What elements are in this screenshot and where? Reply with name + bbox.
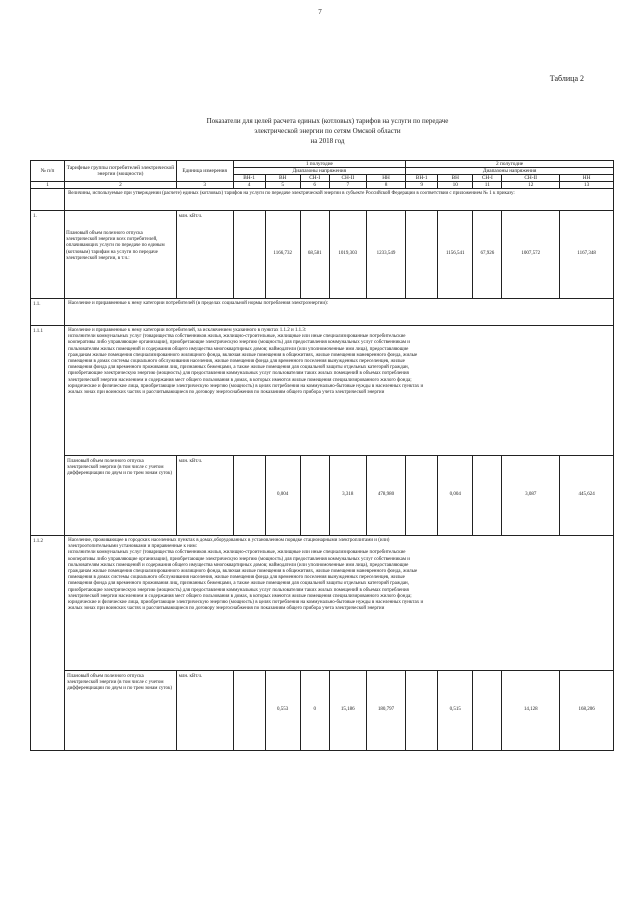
page-number: 7 — [318, 8, 322, 16]
row-1-label: Плановый объем полезного отпуска электрической энергии всех потребителей, оплачивающих услуги по передаче по единым (котловым) тарифам на услуги по передаче электрической энергии, в т.ч.: — [65, 211, 177, 299]
colnum-cell: 4 — [233, 182, 265, 189]
row-1-1-1-value: 3,318 — [329, 456, 366, 536]
text-line: гражданам жилые помещения специализированного жилищного фонда, включая жилые помещения в общежитиях, жилые помещения маневренного фонда, жилые — [68, 569, 418, 575]
row-1-value — [233, 211, 265, 299]
text-line: гражданам жилые помещения специализированного жилищного фонда, включая жилые помещения в общежитиях, жилые помещения маневренного фонда, жилые — [68, 352, 418, 358]
text-line: помещения фонда для временного проживания лиц, признанных беженцами, а также жилые помещения для социальной защиты отдельных категорий граждан, — [68, 581, 409, 587]
colnum-cell: 3 — [176, 182, 233, 189]
colnum-cell: 13 — [560, 182, 614, 189]
document-title — [150, 116, 505, 146]
row-1-1-1-unit: млн. кВт.ч. — [176, 456, 233, 536]
colnum-cell: 2 — [65, 182, 177, 189]
colnum-cell: 10 — [438, 182, 473, 189]
level-cell: СН-II — [329, 175, 366, 182]
text-line: Население, проживающее в городских населенных пунктах в домах,оборудованных в установленном порядке стационарными электроплитами и (или) — [68, 538, 390, 543]
header-unit: Единица измерения — [176, 161, 233, 182]
row-1-1-2-label: Плановый объем полезного отпуска электрической энергии (в том числе с учетом дифференциации по двум и по трем зонам суток) — [65, 671, 177, 751]
row-1-1-2-value: 0,553 — [265, 671, 300, 751]
row-1-1 — [31, 299, 614, 326]
text-line: приобретающие электрическую энергию (мощность) для предоставления коммунальных услуг пользователям таких жилых помещений в объемах потребления — [68, 587, 409, 593]
colnum-cell: 5 — [265, 182, 300, 189]
colnum-cell: 7 — [329, 182, 366, 189]
row-1-1-1-value: 0,004 — [265, 456, 300, 536]
row-1-1-2-description — [31, 536, 614, 671]
level-cell: НН — [366, 175, 405, 182]
row-1-1-1-value: 478,980 — [366, 456, 405, 536]
row-1-value: 67,926 — [473, 211, 502, 299]
row-1-1-num: 1.1. — [31, 299, 65, 326]
text-line: электроотопительными установками и приравненные к ним: — [68, 544, 198, 550]
text-line: исполнители коммунальных услуг (товарищества собственников жилья, жилищно-строительные, жилищные или иные специализированные потребительские — [68, 550, 406, 556]
row-1-1-2-value — [406, 671, 438, 751]
row-1-1-1-values — [31, 456, 614, 536]
header-num: № п/п — [31, 161, 65, 182]
intro-text: Величины, используемые при утверждении (расчете) единых (котловых) тарифов на услуги по передаче электрической энергии в субъекте Российской Федерации в соответствии с приложением № 1 к приказу: — [65, 189, 614, 211]
header-ranges-2: Диапазоны напряжения — [406, 168, 614, 175]
colnum-cell: 11 — [473, 182, 502, 189]
row-1-1-2-values — [31, 671, 614, 751]
row-1-1-2-value: 0 — [300, 671, 329, 751]
text-line: жилых зонах при воинских частях и рассчитывающиеся по договору энергоснабжения по показаниям общего прибора учета электрической энергии — [68, 390, 385, 396]
text-line: Население и приравненные к нему категории потребителей, за исключением указанного в пунктах 1.1.2 и 1.1.3: — [68, 328, 307, 333]
row-1-value: 1019,303 — [329, 211, 366, 299]
text-line: электрической энергии населением и содержания мест общего пользования в домах, в которых имеются жилые помещения специализированного жилого фонда; — [68, 593, 412, 599]
text-line: помещения в домах системы социального обслуживания населения, жилые помещения фонда для временного поселения вынужденных переселенцев, жилые — [68, 575, 405, 581]
title-line-3: на 2018 год — [310, 137, 345, 145]
row-1-1-2-text — [65, 536, 614, 671]
colnum-cell: 1 — [31, 182, 65, 189]
row-1-1-2-num: 1.1.2 — [31, 536, 65, 751]
text-line: помещения в домах системы социального обслуживания населения, жилые помещения фонда для временного поселения вынужденных переселенцев, жилые — [68, 359, 405, 365]
level-cell: ВН — [265, 175, 300, 182]
row-1-1-2-unit: млн. кВт.ч. — [176, 671, 233, 751]
text-line: кооперативы либо управляющие организации), приобретающие электрическую энергию (мощность) для предоставления коммунальных услуг собственникам и — [68, 556, 410, 562]
text-line: помещения фонда для временного проживания лиц, признанных беженцами, а также жилые помещения для социальной защиты отдельных категорий граждан, — [68, 365, 409, 371]
text-line: жилых зонах при воинских частях и рассчитывающиеся по договору энергоснабжения по показаниям общего прибора учета электрической энергии — [68, 606, 385, 612]
colnum-cell: 6 — [300, 182, 329, 189]
row-1-value — [406, 211, 438, 299]
row-1-1-1-text — [65, 326, 614, 456]
row-1-1-2-value: 14,128 — [502, 671, 560, 751]
row-1 — [31, 211, 614, 299]
header-half-2: 2 полугодие — [406, 161, 614, 168]
row-1-1-1-value — [233, 456, 265, 536]
row-1-1-1-value: 0,004 — [438, 456, 473, 536]
text-line: юридические и физические лица, приобретающие электрическую энергию (мощность) в целях потребления на коммунально-бытовые нужды в населенных пунктах и — [68, 383, 424, 389]
row-1-1-text: Население и приравненные к нему категории потребителей (в пределах социальной нормы потребления электроэнергии): — [65, 299, 614, 326]
title-line-2: электрической энергии по сетям Омской области — [254, 127, 401, 135]
row-1-1-2-value — [233, 671, 265, 751]
text-line: электрической энергии населением и содержания мест общего пользования в домах, в которых имеются жилые помещения специализированного жилого фонда; — [68, 377, 412, 383]
level-cell: ВН — [438, 175, 473, 182]
row-1-1-2-value: 15,186 — [329, 671, 366, 751]
row-1-value: 1166,732 — [265, 211, 300, 299]
tariff-table — [30, 160, 614, 751]
level-cell: СН-I — [473, 175, 502, 182]
row-1-value: 1156,541 — [438, 211, 473, 299]
header-row-1 — [31, 161, 614, 168]
row-1-unit: млн. кВт.ч. — [176, 211, 233, 299]
colnum-cell: 8 — [366, 182, 405, 189]
level-cell: ВН-1 — [233, 175, 265, 182]
title-line-1: Показатели для целей расчета единых (котловых) тарифов на услуги по передаче — [206, 117, 449, 125]
colnum-cell: 9 — [406, 182, 438, 189]
row-1-1-2-value: 168,206 — [560, 671, 614, 751]
colnum-cell: 12 — [502, 182, 560, 189]
row-1-1-1-value: 3,087 — [502, 456, 560, 536]
text-line: пользователям жилых помещений и содержания общего имущества многоквартирных домов; наймодатели (или уполномоченные ими лица), предоставляющие — [68, 562, 409, 568]
row-1-1-1-value: 445,624 — [560, 456, 614, 536]
header-ranges-1: Диапазоны напряжения — [233, 168, 406, 175]
level-cell: СН-II — [502, 175, 560, 182]
header-groups: Тарифные группы потребителей электрической энергии (мощности) — [65, 161, 177, 182]
row-1-1-1-value — [473, 456, 502, 536]
row-1-1-1-label: Плановый объем полезного отпуска электрической энергии (в том числе с учетом дифференциации по двум и по трем зонам суток) — [65, 456, 177, 536]
intro-row — [31, 189, 614, 211]
row-1-1-2-value — [473, 671, 502, 751]
row-1-value: 1007,572 — [502, 211, 560, 299]
row-1-value: 1233,549 — [366, 211, 405, 299]
row-1-1-1-num: 1.1.1 — [31, 326, 65, 536]
column-number-row — [31, 182, 614, 189]
row-1-1-1-value — [300, 456, 329, 536]
text-line: пользователям жилых помещений и содержания общего имущества многоквартирных домов; наймодатели (или уполномоченные ими лица), предоставляющие — [68, 346, 409, 352]
text-line: кооперативы либо управляющие организации), приобретающие электрическую энергию (мощность) для предоставления коммунальных услуг собственникам и — [68, 340, 410, 346]
header-half-1: 1 полугодие — [233, 161, 406, 168]
table-label: Таблица 2 — [549, 74, 584, 83]
row-1-1-2-value: 180,797 — [366, 671, 405, 751]
level-cell: ВН-1 — [406, 175, 438, 182]
level-cell: СН-I — [300, 175, 329, 182]
row-1-1-1-value — [406, 456, 438, 536]
row-1-value: 68,581 — [300, 211, 329, 299]
row-1-num: 1. — [31, 211, 65, 299]
row-1-value: 1167,348 — [560, 211, 614, 299]
text-line: исполнители коммунальных услуг (товарищества собственников жилья, жилищно-строительные, жилищные или иные специализированные потребительские — [68, 334, 406, 340]
text-line: юридические и физические лица, приобретающие электрическую энергию (мощность) в целях потребления на коммунально-бытовые нужды в населенных пунктах и — [68, 600, 424, 606]
text-line: приобретающие электрическую энергию (мощность) для предоставления коммунальных услуг пользователям таких жилых помещений в объемах потребления — [68, 371, 409, 377]
row-1-1-1-description — [31, 326, 614, 456]
row-1-1-2-value: 0,515 — [438, 671, 473, 751]
level-cell: НН — [560, 175, 614, 182]
